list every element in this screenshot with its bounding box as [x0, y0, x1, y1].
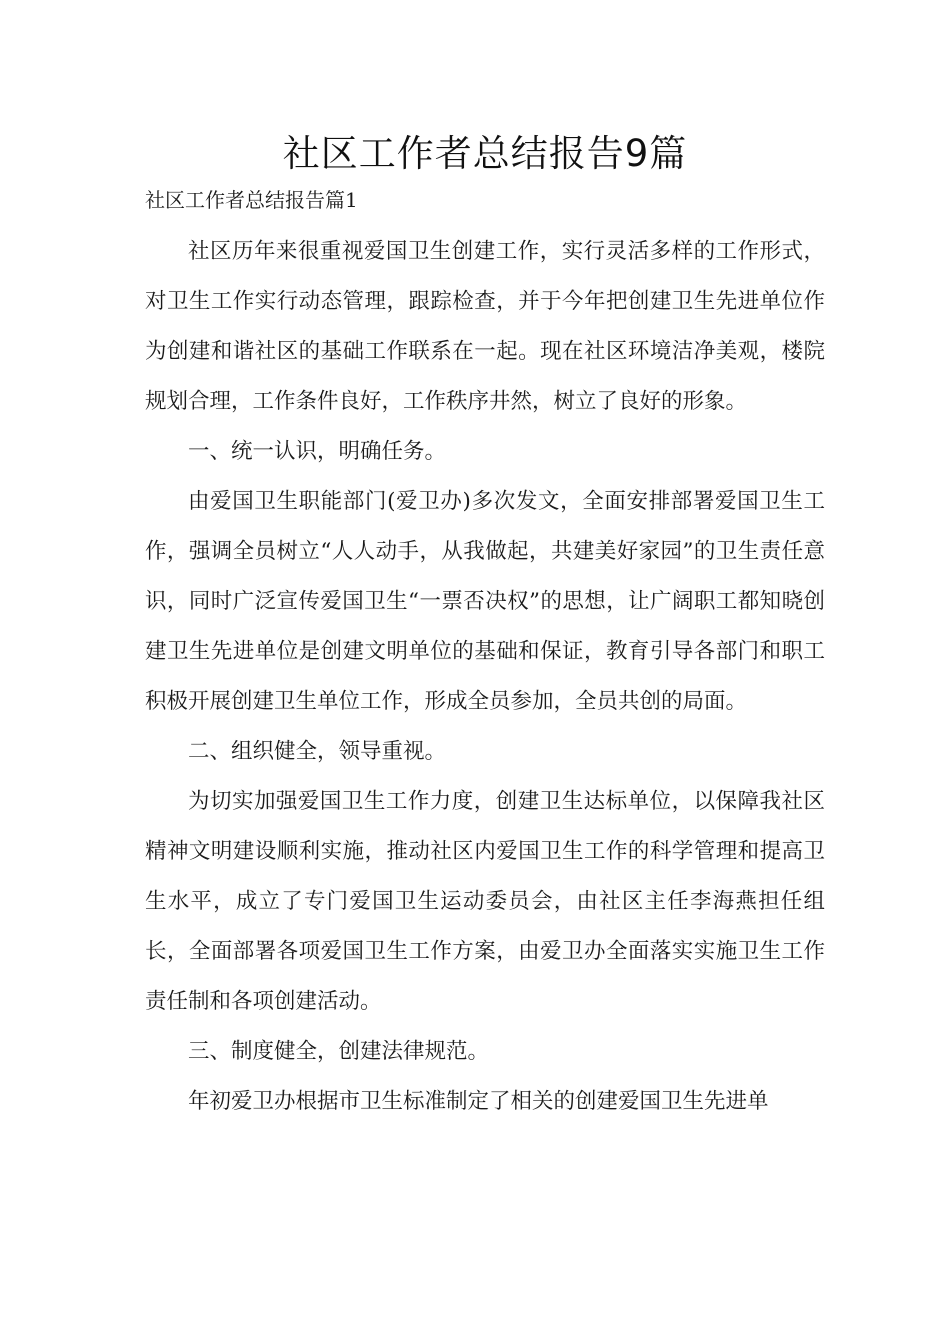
heading-section-2: 二、组织健全，领导重视。 [188, 739, 447, 764]
heading-section-3: 三、制度健全，创建法律规范。 [188, 1039, 490, 1064]
paragraph-section-3: 年初爱卫办根据市卫生标准制定了相关的创建爱国卫生先进单 [188, 1089, 769, 1114]
document-title: 社区工作者总结报告9篇 [282, 132, 688, 175]
heading-section-1: 一、统一认识，明确任务。 [188, 439, 447, 464]
paragraph-intro: 社区历年来很重视爱国卫生创建工作，实行灵活多样的工作形式，对卫生工作实行动态管理，跟踪检查，并于今年把创建卫生先进单位作为创建和谐社区的基础工作联系在一起。现在社区环境洁净美观，楼院规划合理，工作条件良好，工作秩序井然，树立了良好的形象。 [145, 239, 825, 414]
paragraph-section-1: 由爱国卫生职能部门(爱卫办)多次发文，全面安排部署爱国卫生工作，强调全员树立“人人动手，从我做起，共建美好家园”的卫生责任意识，同时广泛宣传爱国卫生“一票否决权”的思想，让广阔职工都知晓创建卫生先进单位是创建文明单位的基础和保证，教育引导各部门和职工积极开展创建卫生单位工作，形成全员参加，全员共创的局面。 [145, 489, 825, 714]
section-subtitle: 社区工作者总结报告篇1 [145, 188, 358, 212]
document-body [145, 227, 825, 1127]
paragraph-section-2: 为切实加强爱国卫生工作力度，创建卫生达标单位，以保障我社区精神文明建设顺利实施，推动社区内爱国卫生工作的科学管理和提高卫生水平，成立了专门爱国卫生运动委员会，由社区主任李海燕担任组长，全面部署各项爱国卫生工作方案，由爱卫办全面落实实施卫生工作责任制和各项创建活动。 [145, 789, 825, 1014]
